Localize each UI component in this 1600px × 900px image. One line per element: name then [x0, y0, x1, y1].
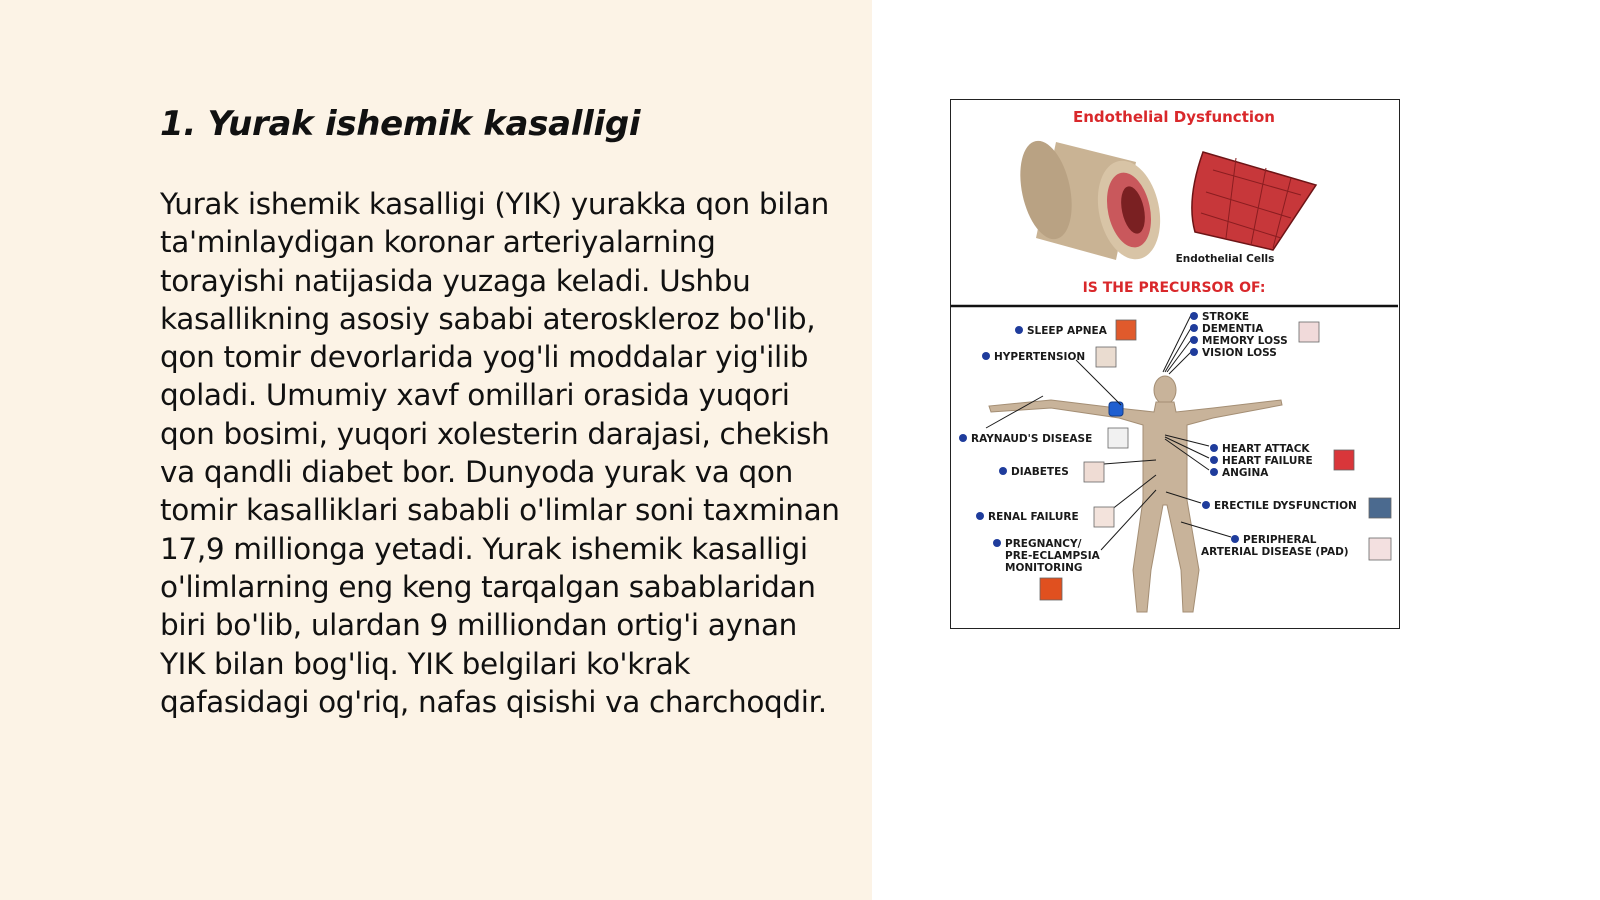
label-heart-failure: HEART FAILURE [1222, 455, 1313, 467]
pregnancy-icon [1040, 578, 1062, 600]
label-monitoring: MONITORING [1005, 562, 1083, 574]
label-vision-loss: VISION LOSS [1202, 347, 1277, 359]
erectile-dysfunction-icon [1369, 498, 1391, 518]
label-peripheral: PERIPHERAL [1243, 534, 1317, 546]
hypertension-icon [1096, 347, 1116, 367]
label-memory-loss: MEMORY LOSS [1202, 335, 1288, 347]
diabetes-icon [1084, 462, 1104, 482]
label-dementia: DEMENTIA [1202, 323, 1264, 335]
artery-icon [1369, 538, 1391, 560]
label-raynauds-disease: RAYNAUD'S DISEASE [971, 433, 1093, 445]
endothelial-cells-illustration [1192, 152, 1316, 250]
endothelial-dysfunction-infographic [950, 99, 1400, 629]
label-sleep-apnea: SLEEP APNEA [1027, 325, 1107, 337]
label-pre-eclampsia: PRE-ECLAMPSIA [1005, 550, 1100, 562]
kidney-icon [1094, 507, 1114, 527]
label-renal-failure: RENAL FAILURE [988, 511, 1079, 523]
infographic-heading: Endothelial Dysfunction [1073, 108, 1275, 126]
blood-vessel-illustration [1012, 136, 1169, 265]
label-stroke: STROKE [1202, 311, 1250, 323]
brain-icon [1299, 322, 1319, 342]
sleep-apnea-icon [1116, 320, 1136, 340]
heart-icon [1334, 450, 1354, 470]
label-pregnancy: PREGNANCY/ [1005, 538, 1082, 550]
label-angina: ANGINA [1222, 467, 1269, 479]
infographic-subheading: IS THE PRECURSOR OF: [1082, 280, 1266, 296]
label-heart-attack: HEART ATTACK [1222, 443, 1310, 455]
label-hypertension: HYPERTENSION [994, 351, 1086, 363]
infographic-svg [951, 100, 1398, 627]
human-body-figure [989, 376, 1282, 612]
endothelial-cells-label: Endothelial Cells [1175, 253, 1275, 265]
label-arterial-disease: ARTERIAL DISEASE (PAD) [1201, 546, 1349, 558]
slide-title: 1. Yurak ishemik kasalligi [160, 104, 641, 144]
label-diabetes: DIABETES [1011, 466, 1069, 478]
slide-paragraph: Yurak ishemik kasalligi (YIK) yurakka qon bilan ta'minlaydigan koronar arteriyalarning torayishi natijasida yuzaga keladi. Ushbu kasallikning asosiy sababi ateroskleroz bo'lib, qon tomir devorlarida yog'li moddalar yig'ilib qoladi. Umumiy xavf omillari orasida yuqori qon bosimi, yuqori xolesterin darajasi, chekish va qandli diabet bor. Dunyoda yurak va qon tomir kasalliklari sababli o'limlar soni taxminan 17,9 millionga yetadi. Yurak ishemik kasalligi o'limlarning eng keng tarqalgan sabablaridan biri bo'lib, ulardan 9 milliondan ortig'i aynan YIK bilan bog'liq. YIK belgilari ko'krak qafasidagi og'riq, nafas qisishi va charchoqdir. [160, 187, 840, 719]
label-erectile-dysfunction: ERECTILE DYSFUNCTION [1214, 500, 1357, 512]
hand-icon [1108, 428, 1128, 448]
